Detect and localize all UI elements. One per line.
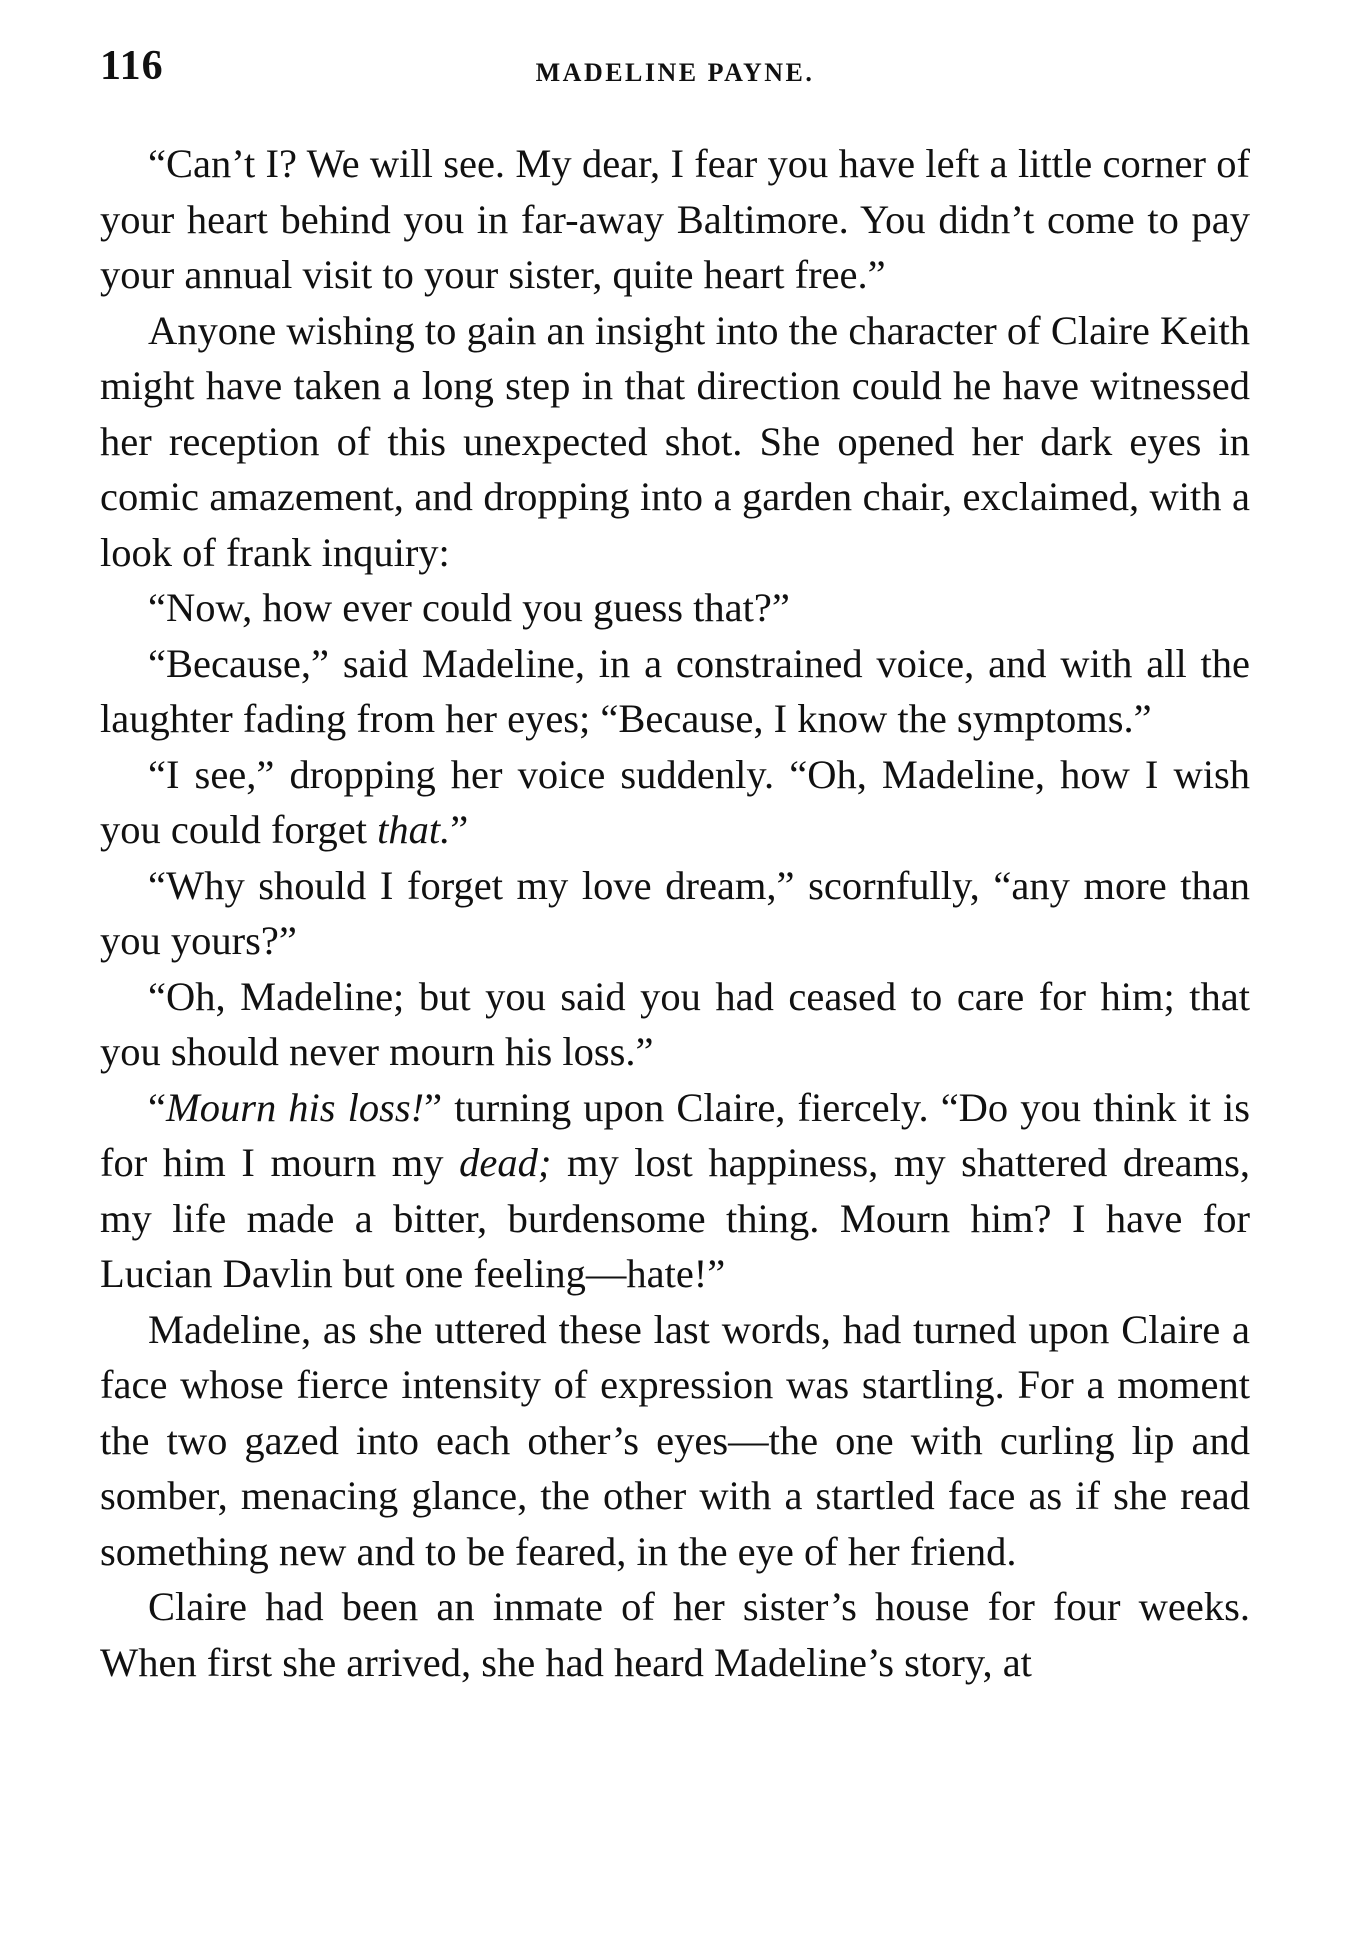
text-segment: “Now, how ever could you guess that?” <box>148 585 790 630</box>
paragraph <box>100 858 1250 969</box>
text-segment: ” turning upon Claire, fiercely. “Do you think it is for him I mourn my <box>100 1084 1250 1185</box>
running-title: MADELINE PAYNE. <box>535 58 815 87</box>
paragraph <box>100 1080 1250 1302</box>
paragraph <box>100 747 1250 858</box>
body-text <box>100 136 1250 1690</box>
text-segment: my lost happiness, my shattered dreams, my life made a bitter, burdensome thing. Mourn him? I have for Lucian Davlin but one feeling—hate!” <box>100 1140 1250 1296</box>
text-segment: Anyone wishing to gain an insight into the character of Claire Keith might have taken a long step in that direction could he have witnessed her reception of this unexpected shot. She opened her dark eyes in comic amazement, and dropping into a garden chair, exclaimed, with a look of frank inquiry: <box>100 307 1250 575</box>
text-segment: “I see,” dropping her voice suddenly. “Oh, Madeline, how I wish you could forget <box>100 751 1250 852</box>
text-segment: “Because,” said Madeline, in a constrained voice, and with all the laughter fading from her eyes; “Because, I know the symptoms.” <box>100 640 1250 741</box>
text-segment: “ <box>148 1084 166 1130</box>
italic-text: that. <box>377 807 451 852</box>
paragraph <box>100 1302 1250 1580</box>
text-segment: “Oh, Madeline; but you said you had ceased to care for him; that you should never mourn his loss.” <box>100 973 1250 1074</box>
italic-text: Mourn his loss! <box>165 1084 425 1130</box>
page-number: 116 <box>100 43 164 89</box>
paragraph <box>100 969 1250 1080</box>
paragraph <box>100 1579 1250 1690</box>
text-segment: Madeline, as she uttered these last words, had turned upon Claire a face whose fierce intensity of expression was startling. For a moment the two gazed into each other’s eyes—the one with curling lip and somber, menacing glance, the other with a startled face as if she read something new and to be feared, in the eye of her friend. <box>100 1306 1250 1574</box>
paragraph <box>100 136 1250 303</box>
paragraph <box>100 580 1250 636</box>
paragraph <box>100 636 1250 747</box>
italic-text: dead; <box>459 1140 552 1185</box>
text-segment: Claire had been an inmate of her sister’s house for four weeks. When first she arrived, she had heard Madeline’s story, at <box>100 1584 1250 1685</box>
text-segment: “Can’t I? We will see. My dear, I fear you have left a little corner of your heart behind you in far-away Baltimore. You didn’t come to pay your annual visit to your sister, quite heart free.” <box>100 141 1250 297</box>
paragraph <box>100 303 1250 581</box>
text-segment: “Why should I forget my love dream,” scornfully, “any more than you yours?” <box>100 862 1250 963</box>
page-header <box>100 42 1250 102</box>
text-segment: ” <box>450 807 469 852</box>
